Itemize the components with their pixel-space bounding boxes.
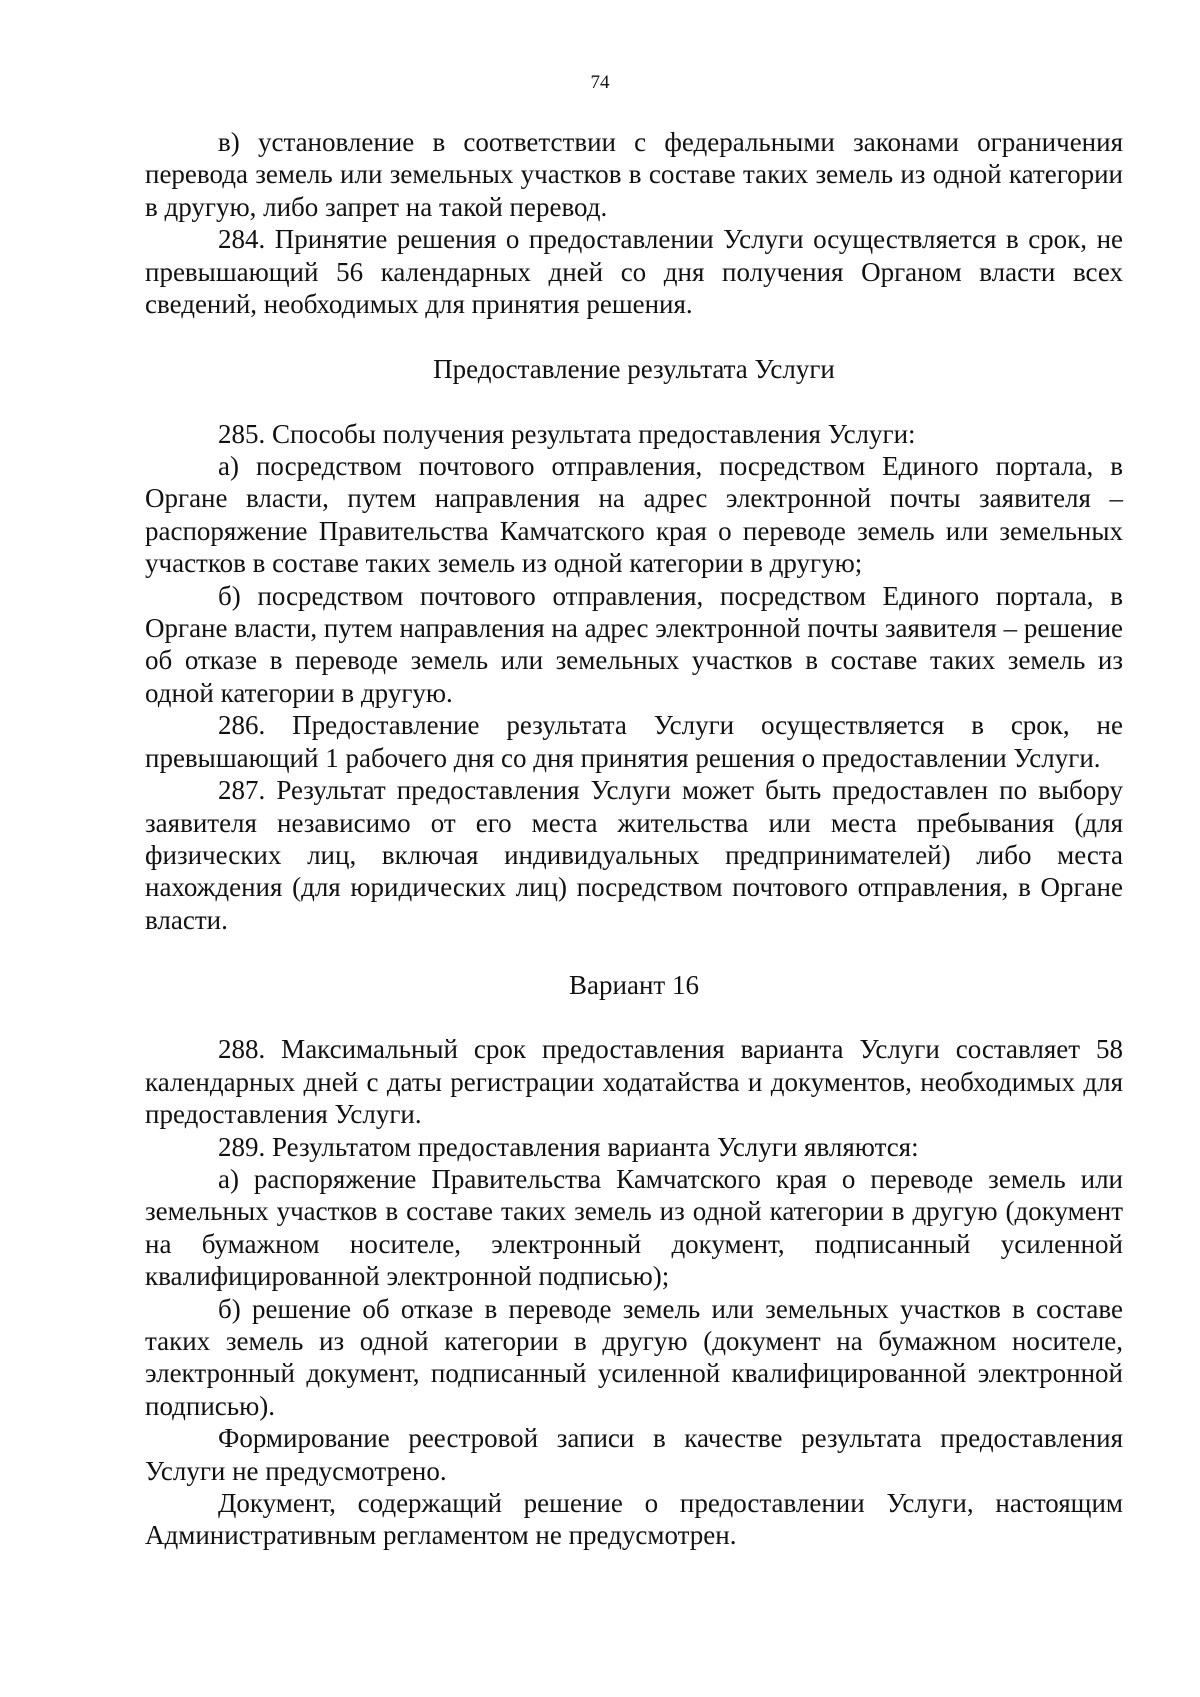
paragraph-289-b: б) решение об отказе в переводе земель или земельных участков в составе таких земель из одной категории в другую (документ на бумажном носителе, электронный документ, подписанный усиленной квалифицированной электронной подписью).	[145, 1293, 1123, 1421]
page-number: 74	[590, 72, 610, 93]
paragraph-284: 284. Принятие решения о предоставлении Услуги осуществляется в срок, не превышающий 56 календарных дней со дня получения Органом власти всех сведений, необходимых для принятия решения.	[145, 224, 1123, 320]
paragraph-288: 288. Максимальный срок предоставления варианта Услуги составляет 58 календарных дней с даты регистрации ходатайства и документов, необходимых для предоставления Услуги.	[145, 1034, 1123, 1130]
spacer	[145, 1001, 1123, 1033]
section-heading-variant-16: Вариант 16	[569, 969, 699, 1000]
paragraph-285: 285. Способы получения результата предоставления Услуги:	[218, 418, 916, 449]
paragraph-decision-document: Документ, содержащий решение о предоставлении Услуги, настоящим Административным регламентом не предусмотрен.	[145, 1488, 1123, 1551]
document-body	[145, 126, 1123, 1552]
paragraph-285-b: б) посредством почтового отправления, посредством Единого портала, в Органе власти, путем направления на адрес электронной почты заявителя – решение об отказе в переводе земель или земельных участков в составе таких земель из одной категории в другую.	[145, 580, 1123, 708]
paragraph-289: 289. Результатом предоставления варианта Услуги являются:	[218, 1131, 919, 1162]
paragraph-registry-record: Формирование реестровой записи в качестве результата предоставления Услуги не предусмотрено.	[145, 1423, 1123, 1486]
paragraph-287: 287. Результат предоставления Услуги может быть предоставлен по выбору заявителя независимо от его места жительства или места пребывания (для физических лиц, включая индивидуальных предпринимателей) либо места нахождения (для юридических лиц) посредством почтового отправления, в Органе власти.	[145, 775, 1123, 935]
paragraph-285-a: а) посредством почтового отправления, посредством Единого портала, в Органе власти, путем направления на адрес электронной почты заявителя – распоряжение Правительства Камчатского края о переводе земель или земельных участков в составе таких земель из одной категории в другую;	[145, 451, 1123, 579]
spacer	[145, 320, 1123, 352]
paragraph-283-v: в) установление в соответствии с федеральными законами ограничения перевода земель или земельных участков в составе таких земель из одной категории в другую, либо запрет на такой перевод.	[145, 127, 1123, 222]
paragraph-286: 286. Предоставление результата Услуги осуществляется в срок, не превышающий 1 рабочего дня со дня принятия решения о предоставлении Услуги.	[145, 710, 1123, 773]
spacer	[145, 936, 1123, 968]
section-heading-result: Предоставление результата Услуги	[433, 353, 835, 384]
spacer	[145, 385, 1123, 417]
paragraph-289-a: а) распоряжение Правительства Камчатского края о переводе земель или земельных участков в составе таких земель из одной категории в другую (документ на бумажном носителе, электронный документ, подписанный усиленной квалифицированной электронной подписью);	[145, 1163, 1123, 1292]
